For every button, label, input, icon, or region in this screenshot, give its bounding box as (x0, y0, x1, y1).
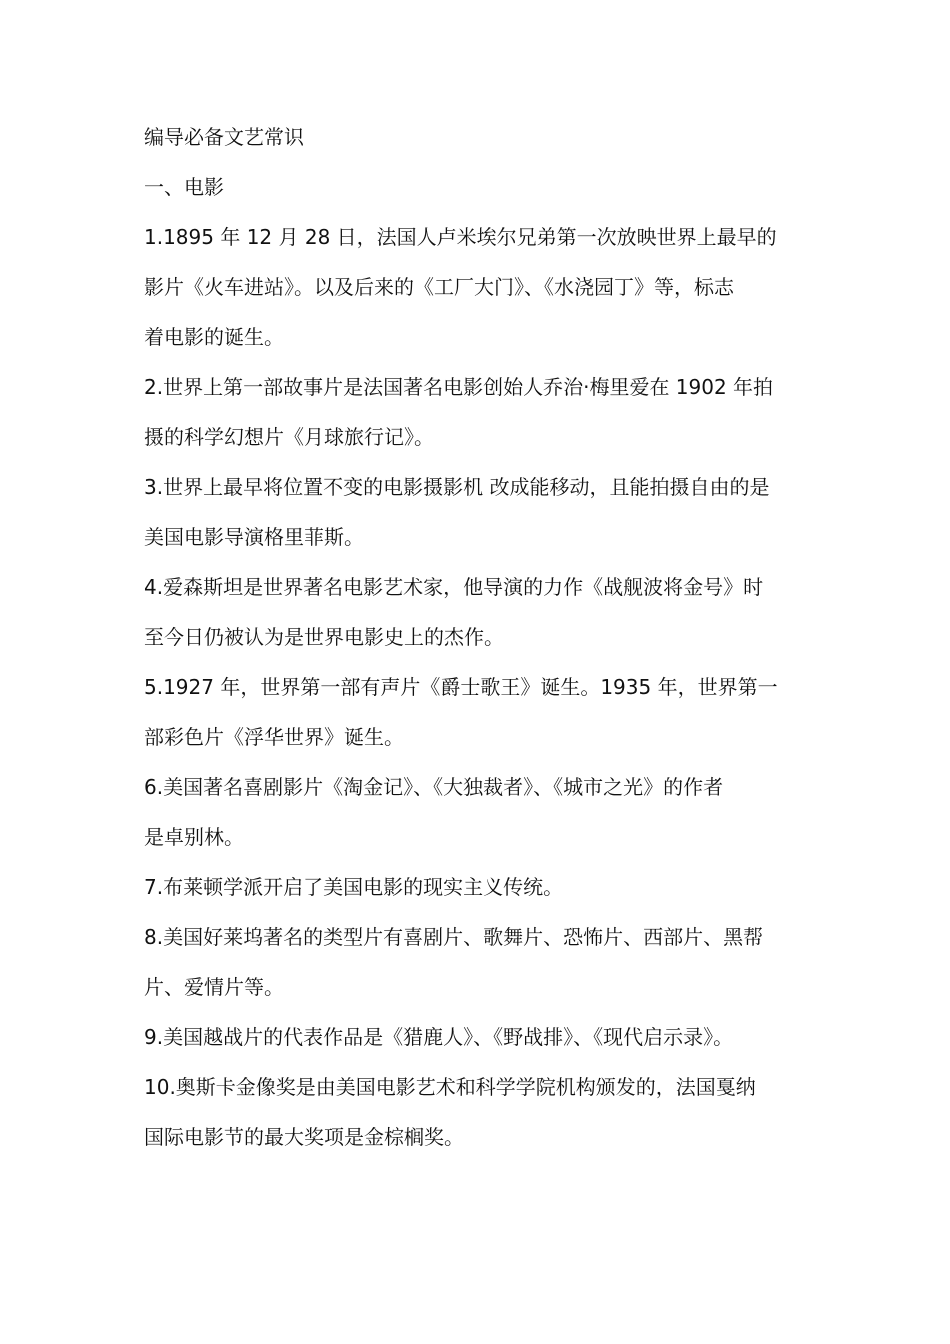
paragraph-line: 1.1895 年 12 月 28 日，法国人卢米埃尔兄弟第一次放映世界上最早的 (144, 225, 777, 249)
paragraph-line: 2.世界上第一部故事片是法国著名电影创始人乔治·梅里爱在 1902 年拍 (144, 375, 774, 399)
document-title: 编导必备文艺常识 (144, 125, 304, 149)
paragraph-line: 至今日仍被认为是世界电影史上的杰作。 (144, 625, 504, 649)
paragraph-line: 国际电影节的最大奖项是金棕榈奖。 (144, 1125, 464, 1149)
paragraph-line: 10.奥斯卡金像奖是由美国电影艺术和科学学院机构颁发的，法国戛纳 (144, 1075, 756, 1099)
list-item (144, 362, 808, 462)
list-item (144, 912, 808, 1012)
paragraph-line: 6.美国著名喜剧影片《淘金记》、《大独裁者》、《城市之光》的作者 (144, 775, 724, 799)
list-item (144, 662, 808, 762)
paragraph-line: 9.美国越战片的代表作品是《猎鹿人》、《野战排》、《现代启示录》。 (144, 1025, 734, 1049)
list-item (144, 562, 808, 662)
paragraph-line: 7.布莱顿学派开启了美国电影的现实主义传统。 (144, 875, 564, 899)
list-item (144, 862, 808, 912)
section-heading: 一、电影 (144, 175, 224, 199)
list-item (144, 762, 808, 862)
paragraph-line: 8.美国好莱坞著名的类型片有喜剧片、歌舞片、恐怖片、西部片、黑帮 (144, 925, 764, 949)
paragraph-line: 着电影的诞生。 (144, 325, 284, 349)
paragraph-line: 5.1927 年，世界第一部有声片《爵士歌王》诞生。1935 年，世界第一 (144, 675, 778, 699)
paragraph-line: 是卓别林。 (144, 825, 244, 849)
paragraph-line: 部彩色片《浮华世界》诞生。 (144, 725, 404, 749)
list-item (144, 462, 808, 562)
paragraph-line: 片、爱情片等。 (144, 975, 284, 999)
document-body (144, 112, 808, 1162)
paragraph-line: 3.世界上最早将位置不变的电影摄影机 改成能移动，且能拍摄自由的是 (144, 475, 770, 499)
paragraph-line: 4.爱森斯坦是世界著名电影艺术家，他导演的力作《战舰波将金号》时 (144, 575, 764, 599)
paragraph-line: 美国电影导演格里菲斯。 (144, 525, 364, 549)
list-item (144, 212, 808, 362)
list-item (144, 1012, 808, 1062)
paragraph-line: 摄的科学幻想片《月球旅行记》。 (144, 425, 434, 449)
paragraph-line: 影片《火车进站》。以及后来的《工厂大门》、《水浇园丁》等，标志 (144, 275, 734, 299)
list-item (144, 1062, 808, 1162)
